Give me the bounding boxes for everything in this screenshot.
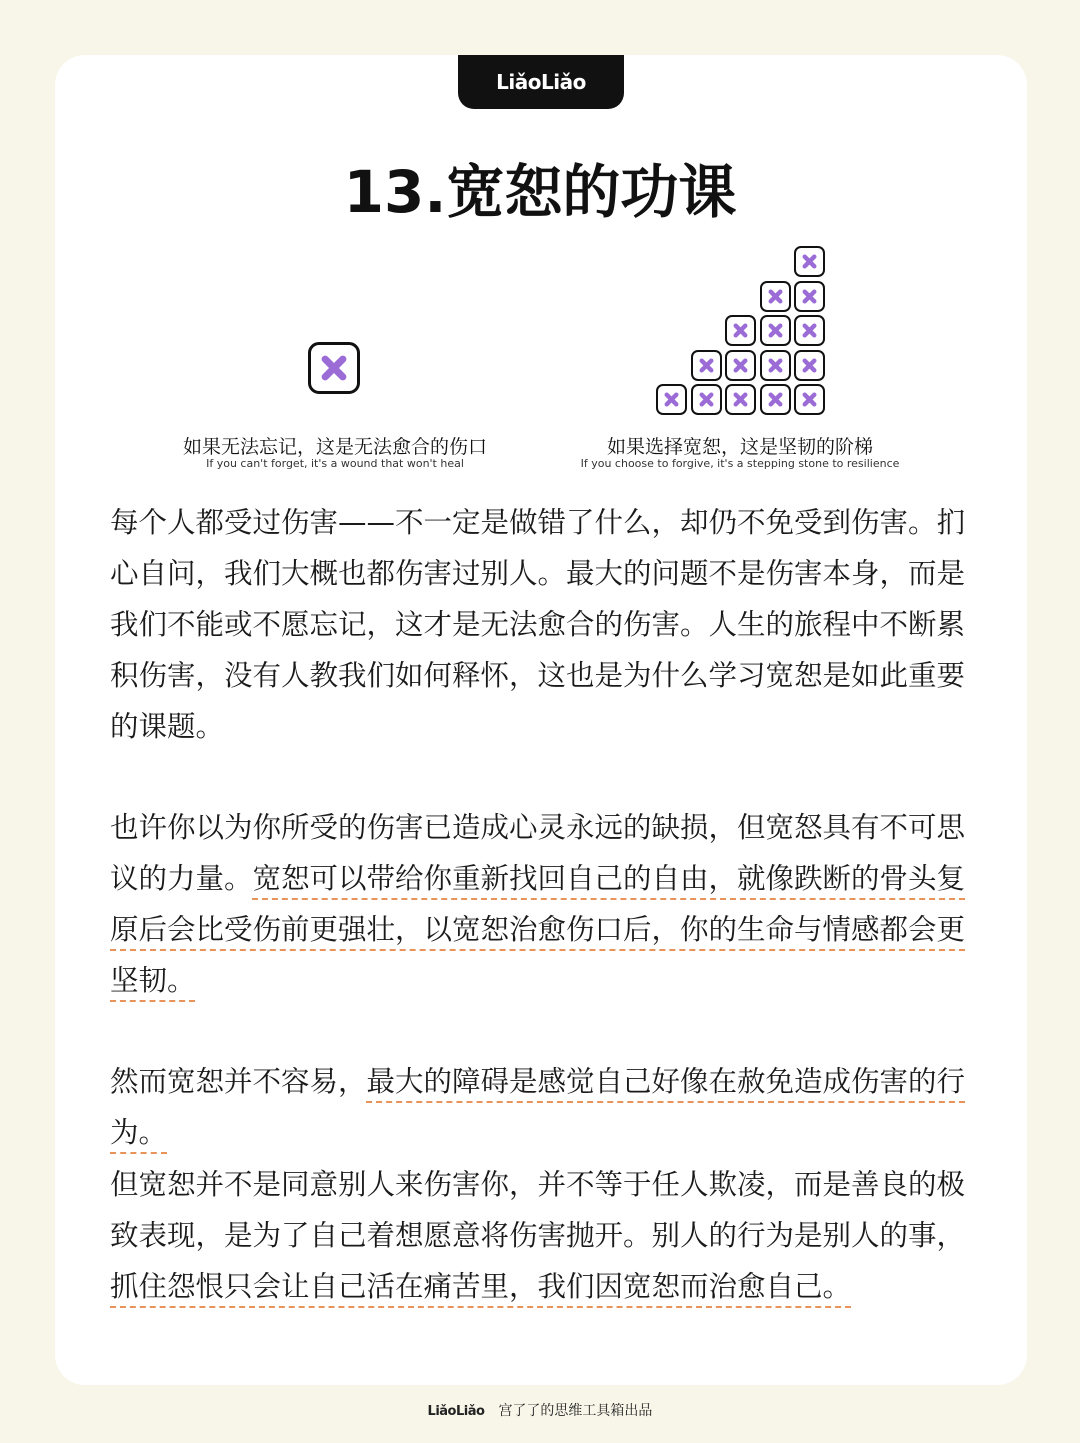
x-tile-icon — [794, 246, 825, 277]
body-text: 然而宽恕并不容易， — [110, 1065, 367, 1098]
right-caption-en: If you choose to forgive, it's a stepping stone to resilience — [580, 457, 900, 470]
x-tile-icon — [725, 384, 756, 415]
page-title: 13.宽恕的功课 — [343, 158, 737, 226]
footer-logo: LiǎoLiǎo — [427, 1404, 485, 1419]
body-text: 每个人都受过伤害——不一定是做错了什么，却仍不免受到伤害。扪心自问，我们大概也都伤害过别人。最大的问题不是伤害本身，而是我们不能或不愿忘记，这才是无法愈合的伤害。人生的旅程中不断累积伤害，没有人教我们如何释怀，这也是为什么学习宽恕是如此重要的课题。 — [110, 506, 966, 743]
x-tile-icon — [794, 315, 825, 346]
highlighted-text: 宽恕可以带给你重新找回自己的自由，就像跌断的骨头复原后会比受伤前更强壮，以宽恕治愈伤口后，你的生命与情感都会更坚韧。 — [110, 862, 966, 997]
x-tile-icon — [308, 342, 360, 394]
x-tile-icon — [794, 384, 825, 415]
x-tile-icon — [760, 350, 791, 381]
x-tile-icon — [725, 350, 756, 381]
x-tile-icon — [794, 350, 825, 381]
x-tile-icon — [656, 384, 687, 415]
x-tile-icon — [794, 281, 825, 312]
body-text: 但宽恕并不是同意别人来伤害你，并不等于任人欺凌，而是善良的极致表现，是为了自己着想愿意将伤害抛开。别人的行为是别人的事， — [110, 1168, 966, 1252]
paragraph-3 — [110, 1056, 980, 1158]
body-text: 也许你以为你所受的伤害已造成心灵永远的缺损，但宽怒具有不可思议的力量。 — [110, 811, 966, 895]
paragraph-2 — [110, 802, 980, 1006]
footer — [0, 1400, 1080, 1420]
paragraph-1 — [110, 497, 980, 752]
x-tile-icon — [691, 384, 722, 415]
x-tile-icon — [760, 384, 791, 415]
left-caption-zh: 如果无法忘记，这是无法愈合的伤口 — [182, 436, 487, 458]
x-tile-icon — [760, 315, 791, 346]
brand-logo: LiǎoLiǎo — [458, 55, 624, 109]
paragraph-4 — [110, 1159, 980, 1312]
x-tile-icon — [725, 315, 756, 346]
highlighted-text: 最大的障碍是感觉自己好像在赦免造成伤害的行为。 — [110, 1065, 966, 1149]
highlighted-text: 抓住怨恨只会让自己活在痛苦里，我们因宽恕而治愈自己。 — [110, 1270, 852, 1303]
x-tile-icon — [691, 350, 722, 381]
footer-text: 宫了了的思维工具箱出品 — [498, 1403, 653, 1419]
x-tile-icon — [760, 281, 791, 312]
left-caption-en: If you can't forget, it's a wound that won't heal — [206, 457, 464, 470]
right-caption-zh: 如果选择宽恕，这是坚韧的阶梯 — [606, 436, 873, 458]
